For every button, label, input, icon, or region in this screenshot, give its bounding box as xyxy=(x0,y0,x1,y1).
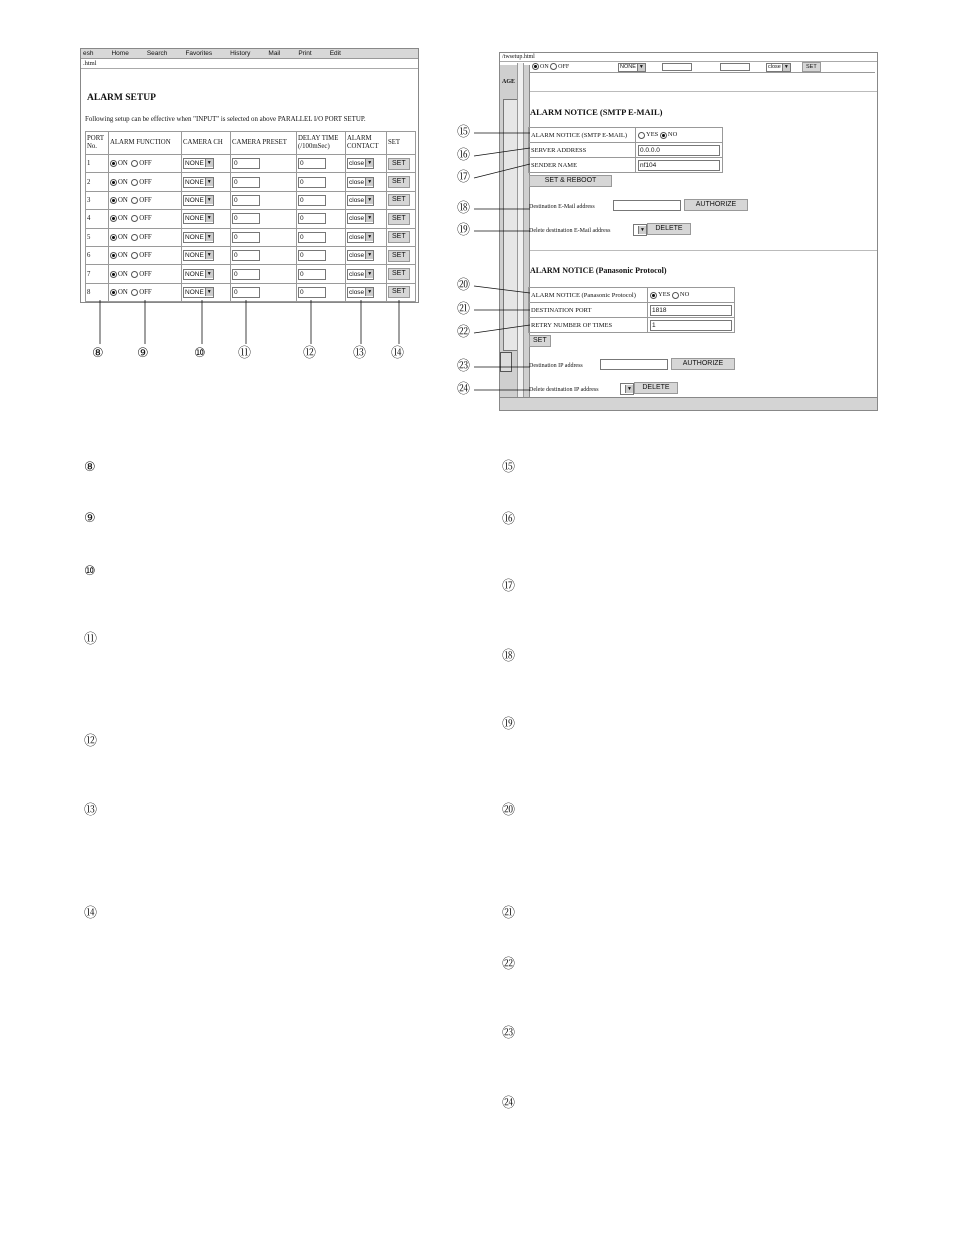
col-port: PORT No. xyxy=(86,132,109,155)
port-number: 6 xyxy=(86,246,109,264)
smtp-dest-label: Destination E-Mail address xyxy=(529,204,595,210)
panasonic-retry-input[interactable]: 1 xyxy=(650,320,732,331)
smtp-server-input[interactable]: 0.0.0.0 xyxy=(638,145,720,156)
top-row-contact-select[interactable]: close ▼ xyxy=(766,63,791,72)
callout-number: ⑱ xyxy=(457,201,471,216)
col-alarm-contact: ALARM CONTACT xyxy=(346,132,387,155)
alarm-setup-title: ALARM SETUP xyxy=(87,93,156,103)
callout-number: ⑫ xyxy=(303,346,317,361)
body-marker: ㉑ xyxy=(502,906,516,921)
body-marker: ⑯ xyxy=(502,512,516,527)
camera-preset-input[interactable]: 0 xyxy=(232,177,260,188)
port-number: 3 xyxy=(86,191,109,209)
delay-time-input[interactable]: 0 xyxy=(298,177,326,188)
col-delay-time: DELAY TIME (/100mSec) xyxy=(297,132,346,155)
delay-time-input[interactable]: 0 xyxy=(298,287,326,298)
port-number: 7 xyxy=(86,265,109,283)
alarm-contact-select[interactable]: close ▼ xyxy=(347,250,374,261)
camera-ch-select[interactable]: NONE ▼ xyxy=(183,269,214,280)
delay-time-input[interactable]: 0 xyxy=(298,250,326,261)
callout-number: ⑲ xyxy=(457,223,471,238)
menu-item[interactable]: Home xyxy=(111,50,129,57)
alarm-function-radios[interactable]: ON OFF xyxy=(109,173,182,191)
smtp-sender-label: SENDER NAME xyxy=(529,158,636,173)
callout-number: ㉑ xyxy=(457,302,471,317)
camera-preset-input[interactable]: 0 xyxy=(232,213,260,224)
top-row-radio[interactable]: ON OFF xyxy=(532,63,569,70)
address-bar[interactable]: .html xyxy=(81,59,418,69)
smtp-delete-button[interactable]: DELETE xyxy=(647,223,691,235)
col-camera-preset: CAMERA PRESET xyxy=(231,132,297,155)
set-button[interactable]: SET xyxy=(388,176,410,188)
callout-number: ⑰ xyxy=(457,170,471,185)
alarm-setup-note: Following setup can be effective when "INPUT" is selected on above PARALLEL I/O PORT SETUP. xyxy=(85,116,366,123)
body-marker: ⑰ xyxy=(502,579,516,594)
callout-number: ⑩ xyxy=(194,346,206,361)
camera-preset-input[interactable]: 0 xyxy=(232,269,260,280)
camera-preset-input[interactable]: 0 xyxy=(232,158,260,169)
camera-ch-select[interactable]: NONE ▼ xyxy=(183,177,214,188)
menu-item[interactable]: Edit xyxy=(329,50,341,57)
delay-time-input[interactable]: 0 xyxy=(298,232,326,243)
port-number: 5 xyxy=(86,228,109,246)
alarm-function-radios[interactable]: ON OFF xyxy=(109,246,182,264)
alarm-contact-select[interactable]: close ▼ xyxy=(347,195,374,206)
top-row-set-button[interactable]: SET xyxy=(802,62,821,72)
side-frame-label: AGE xyxy=(502,79,516,85)
panasonic-dest-label: Destination IP address xyxy=(529,363,583,369)
panasonic-retry-label: RETRY NUMBER OF TIMES xyxy=(529,318,648,333)
smtp-server-label: SERVER ADDRESS xyxy=(529,143,636,158)
smtp-authorize-button[interactable]: AUTHORIZE xyxy=(684,199,748,211)
delay-time-input[interactable]: 0 xyxy=(298,158,326,169)
set-button[interactable]: SET xyxy=(388,213,410,225)
set-button[interactable]: SET xyxy=(388,268,410,280)
body-marker: ㉓ xyxy=(502,1026,516,1041)
body-marker: ⑫ xyxy=(84,734,98,749)
camera-ch-select[interactable]: NONE ▼ xyxy=(183,250,214,261)
menu-item[interactable]: Mail xyxy=(268,50,281,57)
alarm-function-radios[interactable]: ON OFF xyxy=(109,191,182,209)
camera-ch-select[interactable]: NONE ▼ xyxy=(183,213,214,224)
camera-preset-input[interactable]: 0 xyxy=(232,232,260,243)
camera-preset-input[interactable]: 0 xyxy=(232,250,260,261)
delay-time-input[interactable]: 0 xyxy=(298,213,326,224)
body-marker: ㉒ xyxy=(502,957,516,972)
port-number: 8 xyxy=(86,283,109,301)
panasonic-notice-radios[interactable]: YES NO xyxy=(648,288,735,303)
body-marker: ㉔ xyxy=(502,1096,516,1111)
panasonic-delete-label: Delete destination IP address xyxy=(529,387,599,393)
callout-number: ⑮ xyxy=(457,125,471,140)
top-row-camera-select[interactable]: NONE ▼ xyxy=(618,63,646,72)
menu-item[interactable]: esh xyxy=(83,50,94,57)
panasonic-section-title: ALARM NOTICE (Panasonic Protocol) xyxy=(530,266,667,275)
callout-number: ⑬ xyxy=(353,346,367,361)
smtp-delete-label: Delete destination E-Mail address xyxy=(529,228,611,234)
panasonic-notice-label: ALARM NOTICE (Panasonic Protocol) xyxy=(529,288,648,303)
set-button[interactable]: SET xyxy=(388,250,410,262)
alarm-contact-select[interactable]: close ▼ xyxy=(347,232,374,243)
set-button[interactable]: SET xyxy=(388,286,410,298)
menu-item[interactable]: Search xyxy=(146,50,168,57)
menu-item[interactable]: History xyxy=(230,50,251,57)
smtp-sender-input[interactable]: nf104 xyxy=(638,160,720,171)
smtp-notice-radios[interactable]: YES NO xyxy=(636,128,723,143)
panasonic-delete-button[interactable]: DELETE xyxy=(634,382,678,394)
port-number: 1 xyxy=(86,155,109,173)
col-camera-ch: CAMERA CH xyxy=(182,132,231,155)
camera-ch-select[interactable]: NONE ▼ xyxy=(183,195,214,206)
alarm-contact-select[interactable]: close ▼ xyxy=(347,158,374,169)
delay-time-input[interactable]: 0 xyxy=(298,269,326,280)
callout-number: ⑯ xyxy=(457,148,471,163)
smtp-delete-select[interactable]: ▼ xyxy=(633,224,647,236)
callout-number: ⑪ xyxy=(238,346,252,361)
port-number: 4 xyxy=(86,210,109,228)
camera-ch-select[interactable]: NONE ▼ xyxy=(183,287,214,298)
delay-time-input[interactable]: 0 xyxy=(298,195,326,206)
callout-number: ㉔ xyxy=(457,382,471,397)
panasonic-port-label: DESTINATION PORT xyxy=(529,303,648,318)
callout-number: ㉓ xyxy=(457,359,471,374)
panasonic-set-button[interactable]: SET xyxy=(529,335,551,347)
camera-ch-select[interactable]: NONE ▼ xyxy=(183,232,214,243)
callout-number: ⑧ xyxy=(92,346,104,361)
alarm-function-radios[interactable]: ON OFF xyxy=(109,265,182,283)
callout-number: ⑳ xyxy=(457,278,471,293)
body-marker: ⑭ xyxy=(84,906,98,921)
body-marker: ⑨ xyxy=(84,511,96,526)
alarm-contact-select[interactable]: close ▼ xyxy=(347,269,374,280)
alarm-function-radios[interactable]: ON OFF xyxy=(109,155,182,173)
body-marker: ⑮ xyxy=(502,460,516,475)
camera-ch-select[interactable]: NONE ▼ xyxy=(183,158,214,169)
alarm-contact-select[interactable]: close ▼ xyxy=(347,177,374,188)
body-marker: ⑪ xyxy=(84,632,98,647)
body-marker: ⑳ xyxy=(502,803,516,818)
callout-number: ⑨ xyxy=(137,346,149,361)
smtp-section-title: ALARM NOTICE (SMTP E-MAIL) xyxy=(530,107,663,117)
menu-item[interactable]: Favorites xyxy=(185,50,213,57)
body-marker: ⑧ xyxy=(84,460,96,475)
address-bar[interactable]: /twsetup.html xyxy=(500,53,877,62)
alarm-contact-select[interactable]: close ▼ xyxy=(347,213,374,224)
callout-number: ㉒ xyxy=(457,325,471,340)
set-reboot-button[interactable]: SET & REBOOT xyxy=(529,175,612,187)
alarm-function-radios[interactable]: ON OFF xyxy=(109,283,182,301)
camera-preset-input[interactable]: 0 xyxy=(232,195,260,206)
set-button[interactable]: SET xyxy=(388,158,410,170)
col-set: SET xyxy=(387,132,416,155)
body-marker: ⑱ xyxy=(502,649,516,664)
alarm-function-radios[interactable]: ON OFF xyxy=(109,228,182,246)
camera-preset-input[interactable]: 0 xyxy=(232,287,260,298)
smtp-notice-label: ALARM NOTICE (SMTP E-MAIL) xyxy=(529,128,636,143)
body-marker: ⑩ xyxy=(84,564,96,579)
body-marker: ⑲ xyxy=(502,717,516,732)
callout-number: ⑭ xyxy=(391,346,405,361)
set-button[interactable]: SET xyxy=(388,231,410,243)
set-button[interactable]: SET xyxy=(388,194,410,206)
port-number: 2 xyxy=(86,173,109,191)
col-alarm-function: ALARM FUNCTION xyxy=(109,132,182,155)
panasonic-port-input[interactable]: 1818 xyxy=(650,305,732,316)
menu-item[interactable]: Print xyxy=(298,50,312,57)
panasonic-authorize-button[interactable]: AUTHORIZE xyxy=(671,358,735,370)
body-marker: ⑬ xyxy=(84,803,98,818)
alarm-function-radios[interactable]: ON OFF xyxy=(109,210,182,228)
alarm-contact-select[interactable]: close ▼ xyxy=(347,287,374,298)
panasonic-delete-select[interactable]: ▼ xyxy=(620,383,634,395)
